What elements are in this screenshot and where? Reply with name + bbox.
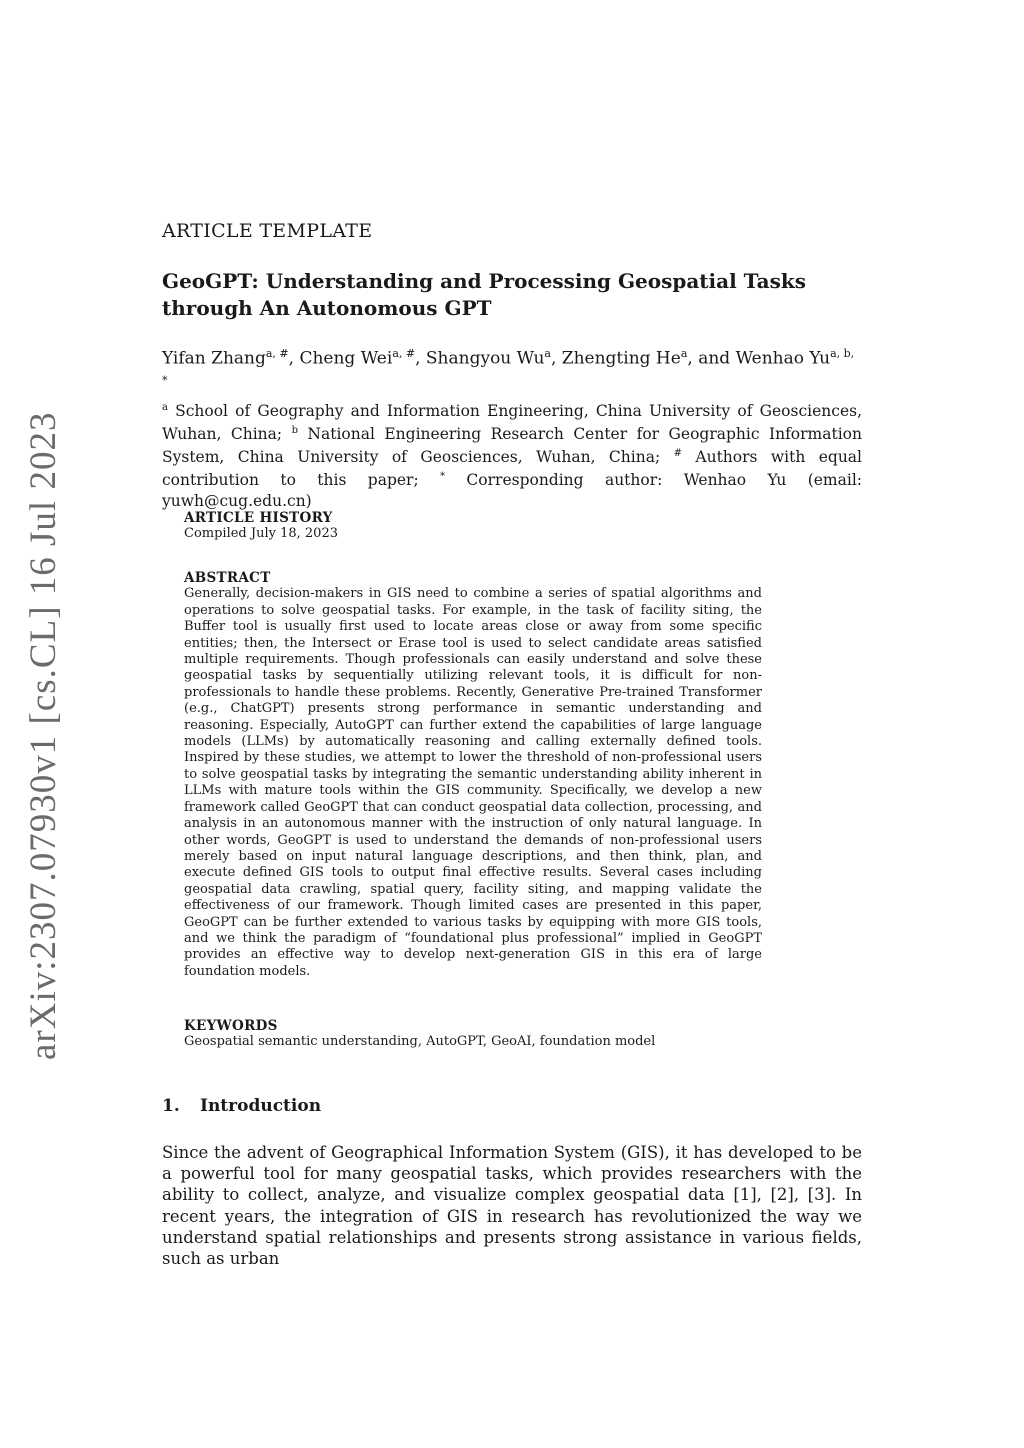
- author-name: Zhengting He: [561, 348, 681, 369]
- abstract-text: Generally, decision-makers in GIS need to combine a series of spatial algorithms and operations to solve geospatial tasks. For example, in the task of facility siting, the Buffer tool is usually first used to locate areas close or away from some specific entities; then, the Intersect or Erase tool is used to select candidate areas satisfied multiple requirements. Though professionals can easily understand and solve these geospatial tasks by sequentially utilizing relevant tools, it is difficult for non-professionals to handle these problems. Recently, Generative Pre-trained Transformer (e.g., ChatGPT) presents strong performance in semantic understanding and reasoning. Especially, AutoGPT can further extend the capabilities of large language models (LLMs) by automatically reasoning and calling externally defined tools. Inspired by these studies, we attempt to lower the threshold of non-professional users to solve geospatial tasks by integrating the semantic understanding ability inherent in LLMs with mature tools within the GIS community. Specifically, we develop a new framework called GeoGPT that can conduct geospatial data collection, processing, and analysis in an autonomous manner with the instruction of only natural language. In other words, GeoGPT is used to understand the demands of non-professional users merely based on input natural language descriptions, and then think, plan, and execute defined GIS tools to output final effective results. Several cases including geospatial data crawling, spatial query, facility siting, and mapping validate the effectiveness of our framework. Though limited cases are presented in this paper, GeoGPT can be further extended to various tasks by equipping with more GIS tools, and we think the paradigm of “foundational plus professional” implied in GeoGPT provides an effective way to develop next-generation GIS in this era of large foundation models.: [184, 586, 762, 979]
- section-heading: [162, 1096, 321, 1116]
- affil-text: School of Geography and Information Engineering, China University of Geosciences, Wuhan, China;: [162, 402, 862, 444]
- affil-sup: *: [440, 471, 446, 483]
- affiliations: [162, 398, 862, 511]
- author-list: Yifan Zhang$^{a, \#}$, Cheng Wei$^{a, \#}$, Shangyou Wu$^a$, Zhengting He$^a$, and Wenhao $Yu^{a, b, *}$: [162, 347, 855, 387]
- compiled-date: Compiled July 18, 2023: [184, 526, 338, 542]
- author-sup: a, #: [392, 347, 416, 360]
- author-name: Wenhao Yu: [735, 348, 831, 369]
- keywords-text: Geospatial semantic understanding, AutoGPT, GeoAI, foundation model: [184, 1034, 656, 1050]
- keywords: [184, 1018, 762, 1051]
- author-sup: a: [544, 347, 551, 360]
- article-kind: ARTICLE TEMPLATE: [162, 220, 373, 242]
- affil-sup: #: [673, 448, 682, 460]
- intro-paragraph: Since the advent of Geographical Information System (GIS), it has developed to be a powerful tool for many geospatial tasks, which provides researchers with the ability to collect, analyze, and visualize complex geospatial data [1], [2], [3]. In recent years, the integration of GIS in research has revolutionized the way we understand spatial relationships and presents strong assistance in various fields, such as urban: [162, 1143, 862, 1269]
- affil-text: Corresponding author: Wenhao Yu (email: yuwh@cug.edu.cn): [162, 471, 863, 510]
- arxiv-side-stamp: arXiv:2307.07930v1 [cs.CL] 16 Jul 2023: [23, 411, 64, 1060]
- abstract-heading: ABSTRACT: [184, 570, 271, 586]
- paper-title: GeoGPT: Understanding and Processing Geospatial Tasks through An Autonomous GPT: [162, 269, 806, 320]
- history-heading: ARTICLE HISTORY: [184, 510, 333, 526]
- author-sup: a, b, *: [162, 347, 855, 387]
- keywords-heading: KEYWORDS: [184, 1018, 278, 1034]
- author-name: Yifan Zhang: [162, 348, 266, 369]
- section-title: Introduction: [200, 1096, 322, 1116]
- abstract: [184, 570, 762, 980]
- affil-text: National Engineering Research Center for Geographic Information System, China University of Geosciences, Wuhan, China;: [162, 425, 862, 467]
- author-sup: a: [680, 347, 688, 360]
- author-name: Shangyou Wu: [425, 348, 545, 369]
- affil-sup: b: [291, 425, 298, 437]
- affil-text: Authors with equal contribution to this paper;: [162, 448, 863, 490]
- affil-sup: a: [162, 402, 168, 413]
- author-sup: a, #: [265, 347, 289, 360]
- section-number: 1.: [162, 1096, 180, 1116]
- author-name: Cheng Wei: [299, 348, 393, 369]
- article-history: [184, 510, 762, 543]
